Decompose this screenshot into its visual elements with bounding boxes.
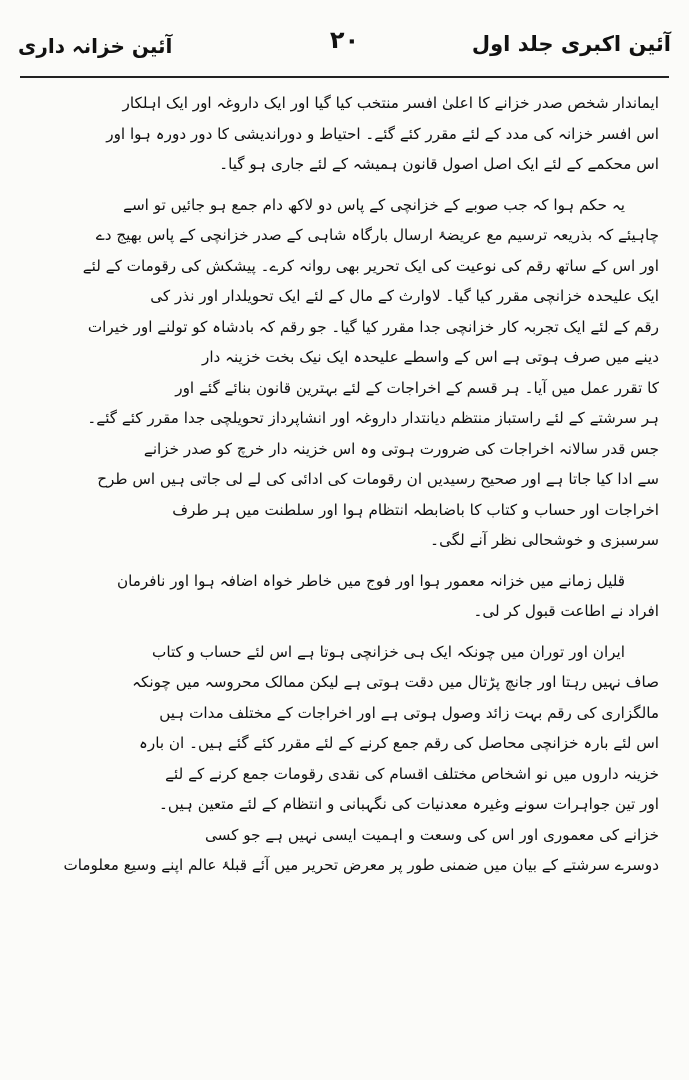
paragraph bbox=[26, 88, 659, 180]
paragraph bbox=[26, 190, 659, 556]
text-line: دوسرے سرشتے کے بیان میں ضمنی طور پر معرض تحریر میں آئے قبلۂ عالم اپنے وسیع معلومات bbox=[63, 856, 659, 874]
chapter-title: آئین خزانہ داری bbox=[18, 34, 173, 58]
text-line: خزینہ داروں میں نو اشخاص مختلف اقسام کی نقدی رقومات جمع کرنے کے لئے bbox=[165, 764, 659, 783]
text-line: کا تقرر عمل میں آیا۔ ہر قسم کے اخراجات کے لئے بہترین قانون بنائے گئے اور bbox=[175, 378, 659, 397]
text-line: خزانے کی معموری اور اس کی وسعت و اہمیت ایسی نہیں ہے جو کسی bbox=[204, 825, 659, 844]
text-line: اس محکمے کے لئے ایک اصل اصول قانون ہمیشہ کے لئے جاری ہو گیا۔ bbox=[219, 155, 659, 173]
text-line: اس افسر خزانہ کی مدد کے لئے مقرر کئے گئے۔ احتیاط و دوراندیشی کا دور دورہ ہوا اور bbox=[106, 124, 659, 143]
text-line: قلیل زمانے میں خزانہ معمور ہوا اور فوج میں خاطر خواہ اضافہ ہوا اور نافرمان bbox=[116, 571, 625, 590]
text-line: جس قدر سالانہ اخراجات کی ضرورت ہوتی وہ اس خزینہ دار خرچ کو صدر خزانے bbox=[143, 439, 659, 458]
text-line: اور اس کے ساتھ رقم کی نوعیت کی ایک تحریر بھی روانہ کرے۔ پیشکش کی رقومات کے لئے bbox=[82, 256, 659, 275]
text-line: دینے میں صرف ہوتی ہے اس کے واسطے علیحدہ ایک نیک بخت خزینہ دار bbox=[201, 348, 659, 366]
book-title: آئین اکبری جلد اول bbox=[471, 32, 671, 56]
text-line: ایماندار شخص صدر خزانے کا اعلیٰ افسر منتخب کیا گیا اور ایک داروغہ اور ایک اہلکار bbox=[122, 94, 659, 112]
text-line: ایران اور توران میں چونکہ ایک ہی خزانچی ہوتا ہے اس لئے حساب و کتاب bbox=[152, 642, 625, 661]
text-line: افراد نے اطاعت قبول کر لی۔ bbox=[473, 602, 659, 620]
header-divider bbox=[20, 76, 669, 78]
body-text bbox=[26, 88, 659, 1070]
paragraph bbox=[26, 637, 659, 881]
text-line: سرسبزی و خوشحالی نظر آنے لگی۔ bbox=[430, 531, 659, 549]
text-line: اخراجات اور حساب و کتاب کا باضابطہ انتظام ہوا اور سلطنت میں ہر طرف bbox=[172, 500, 659, 519]
text-line: چاہیئے کہ بذریعہ ترسیم مع عریضۂ ارسال بارگاہ شاہی کے صدر خزانچی کے پاس بھیج دے bbox=[95, 226, 659, 244]
text-line: صاف نہیں رہتا اور جانچ پڑتال میں دقت ہوتی ہے لیکن ممالک محروسہ میں چونکہ bbox=[132, 673, 659, 691]
text-line: یہ حکم ہوا کہ جب صوبے کے خزانچی کے پاس دو لاکھ دام جمع ہو جائیں تو اسے bbox=[123, 195, 625, 214]
text-line: ہر سرشتے کے لئے راستباز منتظم دیانتدار داروغہ اور انشاپرداز تحویلچی جدا مقرر کئے گئے۔ bbox=[87, 409, 659, 427]
page-header bbox=[18, 24, 671, 76]
paragraph-gap bbox=[26, 556, 659, 566]
paragraph bbox=[26, 566, 659, 627]
text-line: اور تین جواہرات سونے وغیرہ معدنیات کی نگہبانی و انتظام کے لئے متعین ہیں۔ bbox=[159, 795, 659, 813]
text-line: اس لئے بارہ خزانچی محاصل کی رقم جمع کرنے کے لئے مقرر کئے گئے ہیں۔ ان بارہ bbox=[138, 734, 659, 752]
text-line: رقم کے لئے ایک تجربہ کار خزانچی جدا مقرر کیا گیا۔ جو رقم کہ بادشاہ کو تولنے اور خیرات bbox=[87, 317, 659, 336]
text-line: مالگزاری کی رقم بہت زائد وصول ہوتی ہے اور اخراجات کے مختلف مدات ہیں bbox=[159, 703, 659, 722]
text-line: ایک علیحدہ خزانچی مقرر کیا گیا۔ لاوارث کے مال کے لئے ایک تحویلدار اور نذر کی bbox=[150, 287, 659, 305]
paragraph-gap bbox=[26, 180, 659, 190]
paragraph-gap bbox=[26, 627, 659, 637]
page-number: ۲۰ bbox=[329, 26, 360, 54]
text-line: سے ادا کیا جاتا ہے اور صحیح رسیدیں ان رقومات کی ادائی کی لے لی جاتی ہیں اس طرح bbox=[97, 470, 659, 488]
